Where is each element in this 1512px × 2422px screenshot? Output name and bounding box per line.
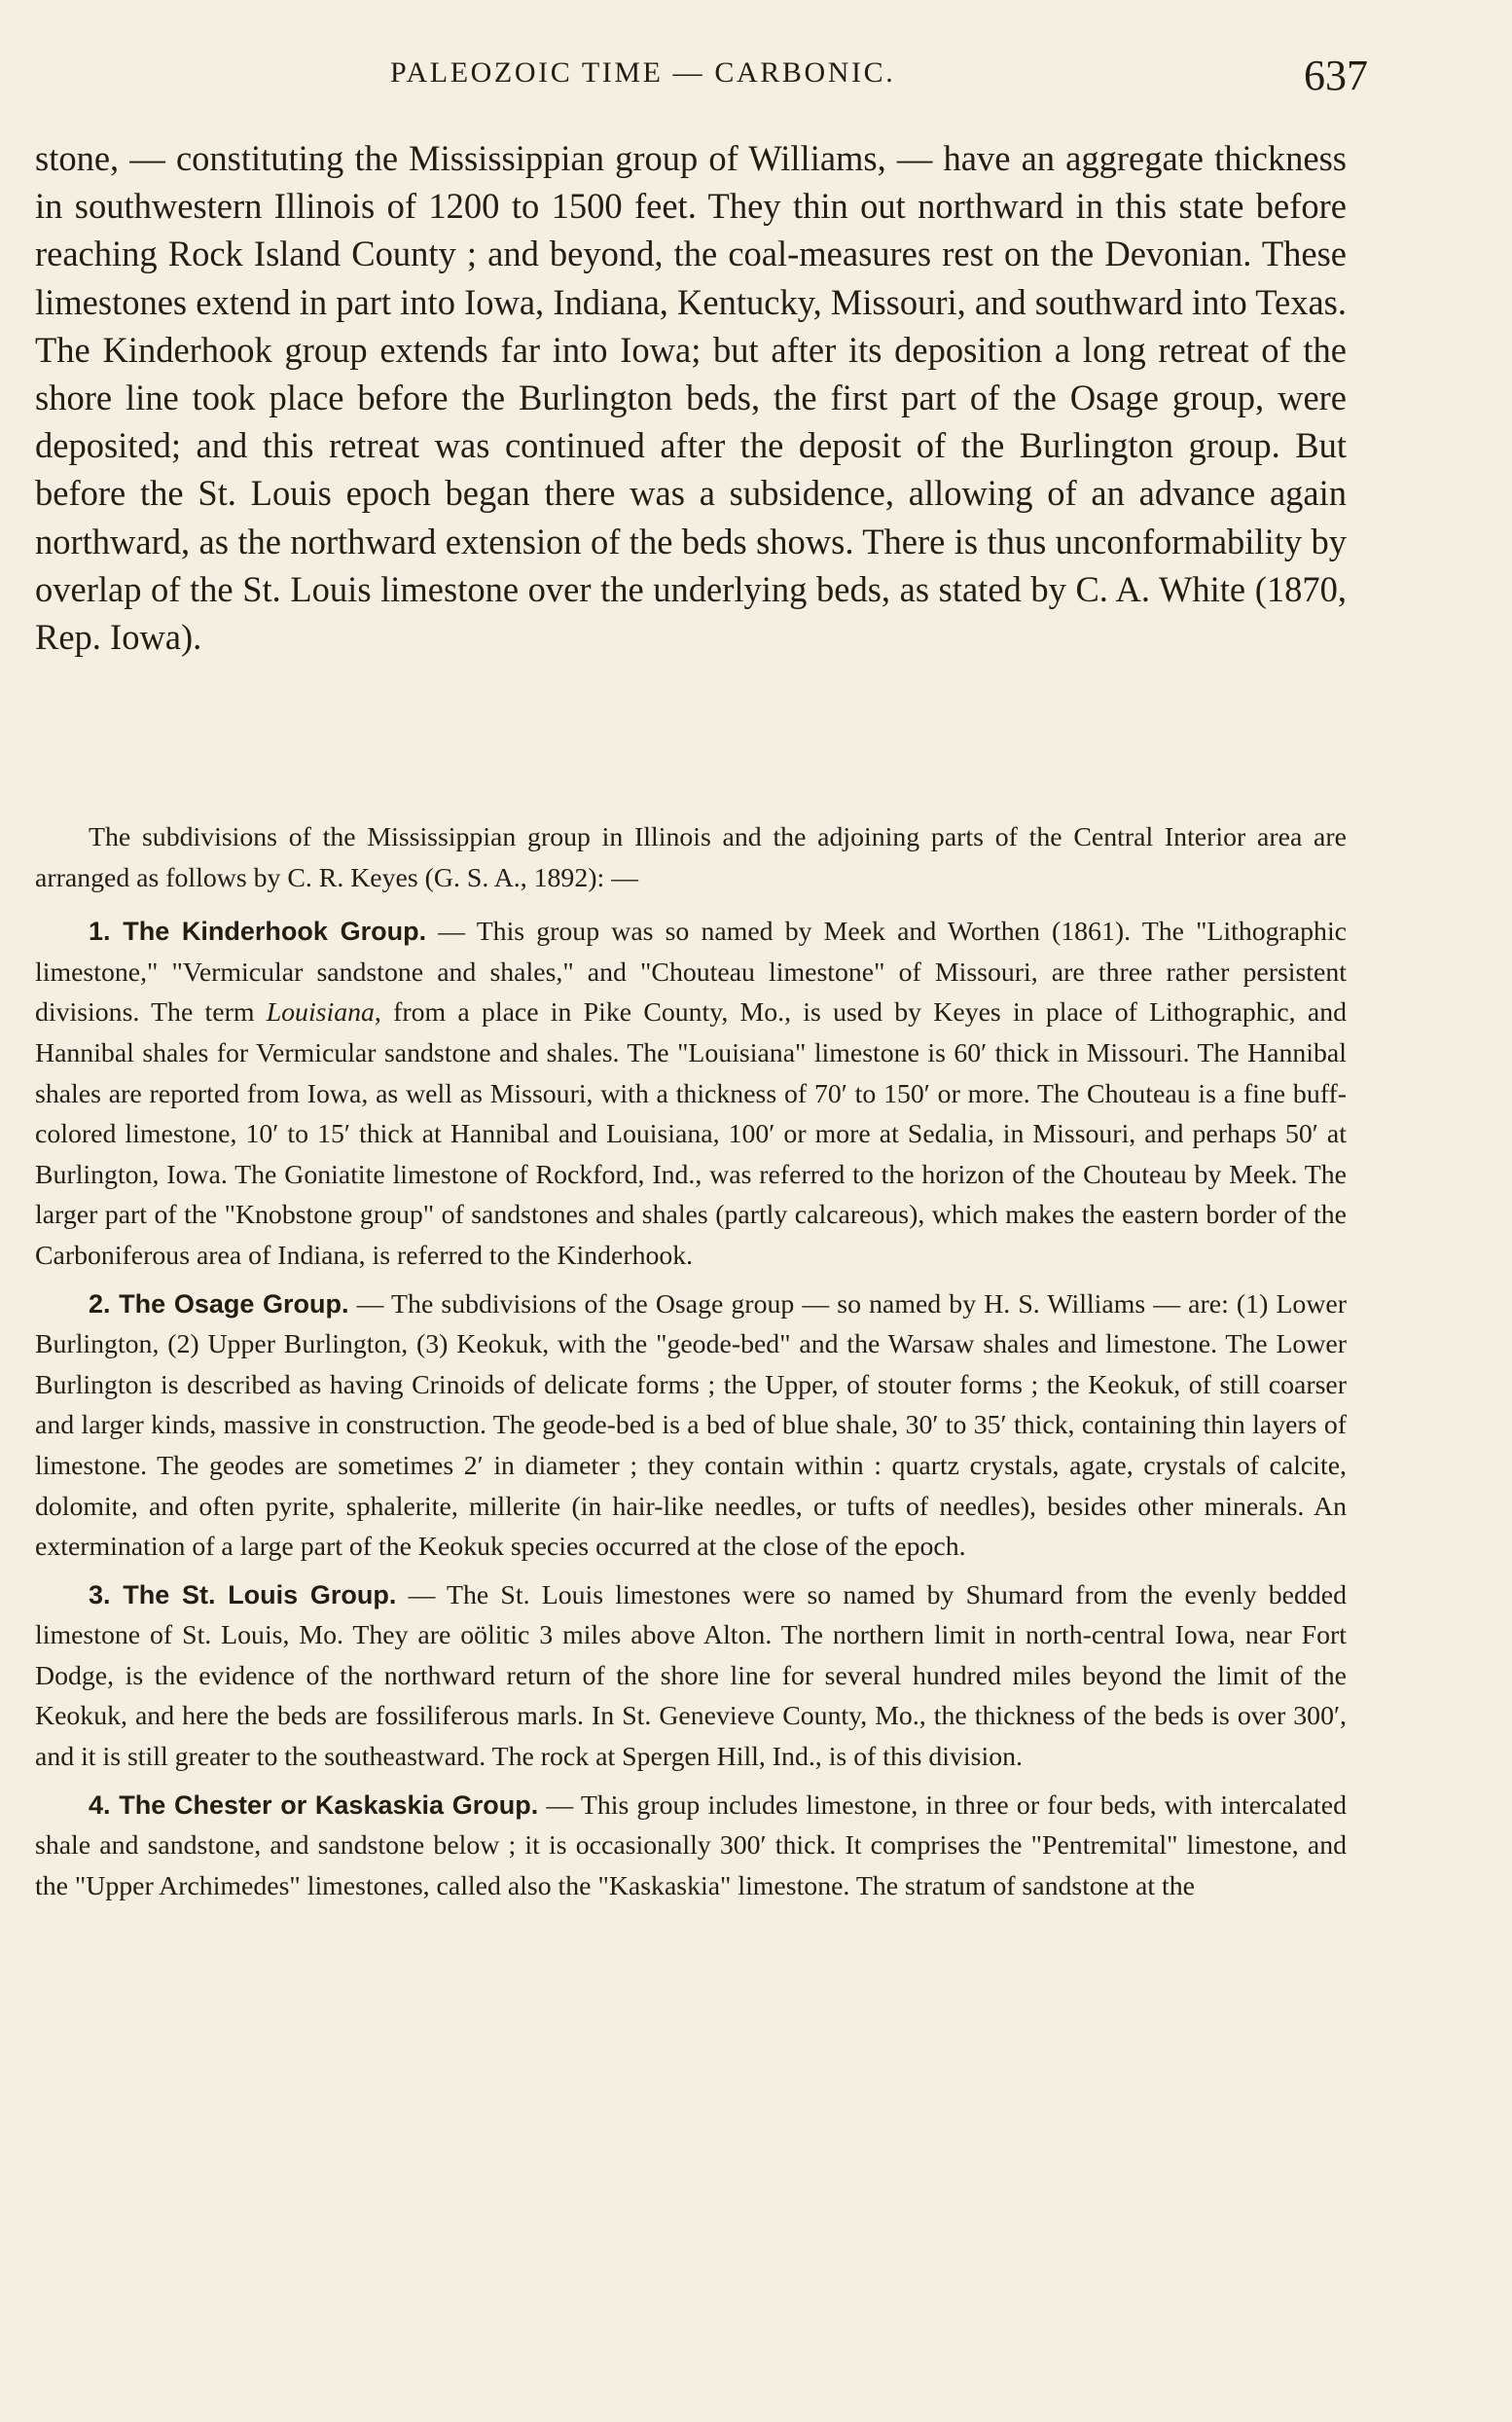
- chester-section: [35, 1786, 1347, 1907]
- running-head: PALEOZOIC TIME — CARBONIC.: [390, 56, 896, 89]
- osage-heading: 2. The Osage Group.: [89, 1288, 349, 1319]
- osage-section: [35, 1284, 1347, 1568]
- main-text-block: [35, 134, 1347, 661]
- kinderhook-heading: 1. The Kinderhook Group.: [89, 917, 427, 947]
- chester-text: — This group includes limestone, in three or four beds, with intercalated shale and sandstone, and sandstone below ; it is occasionally 300′ thick. It comprises the "Pentremital" limestone, and the "Upper Archimedes" limestones, called also the "Kaskaskia" limestone. The stratum of sandstone at the: [35, 1789, 1347, 1901]
- chester-heading: 4. The Chester or Kaskaskia Group.: [89, 1789, 539, 1820]
- kinderhook-text-a: — This group was so named by Meek and Worthen (1861). The "Lithographic limestone," "Vermicular sandstone and shales," and "Chouteau limestone" of Missouri, are three rather persistent divisions. The term: [35, 917, 1348, 1029]
- body-paragraph: stone, — constituting the Mississippian group of Williams, — have an aggregate thickness in southwestern Illinois of 1200 to 1500 feet. They thin out northward in this state before reaching Rock Island County ; and beyond, the coal-measures rest on the Devonian. These limestones extend in part into Iowa, Indiana, Kentucky, Missouri, and southward into Texas. The Kinderhook group extends far into Iowa; but after its deposition a long retreat of the shore line took place before the Burlington beds, the first part of the Osage group, were deposited; and this retreat was continued after the deposit of the Burlington group. But before the St. Louis epoch began there was a subsidence, allowing of an advance again northward, as the northward extension of the beds shows. There is thus unconformability by overlap of the St. Louis limestone over the underlying beds, as stated by C. A. White (1870, Rep. Iowa).: [35, 138, 1347, 658]
- kinderhook-section: [35, 912, 1347, 1276]
- kinderhook-text-b: , from a place in Pike County, Mo., is used by Keyes in place of Lithographic, and Hannibal shales for Vermicular sandstone and shales. The "Louisiana" limestone is 60′ thick in Missouri. The Hannibal shales are reported from Iowa, as well as Missouri, with a thickness of 70′ to 150′ or more. The Chouteau is a fine buff-colored limestone, 10′ to 15′ thick at Hannibal and Louisiana, 100′ or more at Sedalia, in Missouri, and perhaps 50′ at Burlington, Iowa. The Goniatite limestone of Rockford, Ind., was referred to the horizon of the Chouteau by Meek. The larger part of the "Knobstone group" of sandstones and shales (partly calcareous), which makes the eastern border of the Carboniferous area of Indiana, is referred to the Kinderhook.: [35, 997, 1347, 1271]
- page-number: 637: [1304, 52, 1368, 99]
- subdivisions-intro: The subdivisions of the Mississippian group in Illinois and the adjoining parts of the Central Interior area are arranged as follows by C. R. Keyes (G. S. A., 1892): —: [35, 822, 1347, 893]
- subdivisions-text-block: [35, 817, 1347, 1914]
- st-louis-text: — The St. Louis limestones were so named by Shumard from the evenly bedded limestone of St. Louis, Mo. They are oölitic 3 miles above Alton. The northern limit in north-central Iowa, near Fort Dodge, is the evidence of the northward return of the shore line for several hundred miles beyond the limit of the Keokuk, and here the beds are fossiliferous marls. In St. Genevieve County, Mo., the thickness of the beds is over 300′, and it is still greater to the southeastward. The rock at Spergen Hill, Ind., is of this division.: [35, 1579, 1347, 1773]
- page-header: [35, 51, 1368, 109]
- st-louis-heading: 3. The St. Louis Group.: [89, 1579, 397, 1609]
- louisiana-term: Louisiana: [266, 997, 375, 1029]
- osage-text: — The subdivisions of the Osage group — so named by H. S. Williams — are: (1) Lower Burlington, (2) Upper Burlington, (3) Keokuk, with the "geode-bed" and the Warsaw shales and limestone. The Lower Burlington is described as having Crinoids of delicate forms ; the Upper, of stouter forms ; the Keokuk, of still coarser and larger kinds, massive in construction. The geode-bed is a bed of blue shale, 30′ to 35′ thick, containing thin layers of limestone. The geodes are sometimes 2′ in diameter ; they contain within : quartz crystals, agate, crystals of calcite, dolomite, and often pyrite, sphalerite, millerite (in hair-like needles, or tufts of needles), besides other minerals. An extermination of a large part of the Keokuk species occurred at the close of the epoch.: [35, 1288, 1347, 1563]
- st-louis-section: [35, 1575, 1347, 1778]
